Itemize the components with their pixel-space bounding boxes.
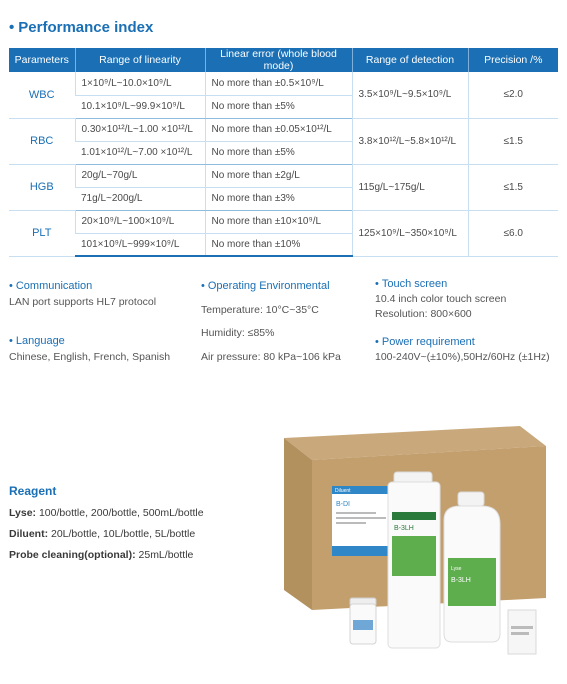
linearity-cell: 1×10⁹/L~10.0×10⁹/L: [75, 72, 205, 95]
error-cell: No more than ±5%: [205, 141, 352, 164]
reagent-lyse: Lyse: 100/bottle, 200/bottle, 500mL/bottle: [9, 507, 204, 519]
table-row: [9, 72, 558, 95]
performance-table: [9, 48, 558, 257]
touch-screen-line1: 10.4 inch color touch screen: [375, 293, 507, 305]
table-row: [9, 164, 558, 187]
error-cell: No more than ±5%: [205, 95, 352, 118]
svg-text:B-3LH: B-3LH: [451, 577, 471, 584]
linearity-cell: 10.1×10⁹/L~99.9×10⁹/L: [75, 95, 205, 118]
precision-cell: ≤6.0: [468, 210, 558, 256]
reagent-diluent: Diluent: 20L/bottle, 10L/bottle, 5L/bottle: [9, 528, 196, 540]
page-title: • Performance index: [9, 19, 154, 36]
linearity-cell: 20×10⁹/L~100×10⁹/L: [75, 210, 205, 233]
param-plt: PLT: [9, 210, 75, 256]
error-cell: No more than ±10×10⁹/L: [205, 210, 352, 233]
table-header-row: [9, 48, 558, 72]
box-label-code: B-DI: [336, 501, 350, 508]
environment-humidity: Humidity: ≤85%: [201, 327, 275, 339]
error-cell: No more than ±2g/L: [205, 164, 352, 187]
linearity-cell: 20g/L~70g/L: [75, 164, 205, 187]
header-detection: Range of detection: [352, 48, 468, 72]
table-row: [9, 118, 558, 141]
param-wbc: WBC: [9, 72, 75, 118]
linearity-cell: 71g/L~200g/L: [75, 187, 205, 210]
lyse-bottle-code: B-3LH: [394, 525, 414, 532]
detection-cell: 3.5×10⁹/L~9.5×10⁹/L: [352, 72, 468, 118]
environment-temperature: Temperature: 10°C~35°C: [201, 304, 319, 316]
header-parameters: Parameters: [9, 48, 75, 72]
precision-cell: ≤2.0: [468, 72, 558, 118]
language-title: • Language: [9, 335, 65, 347]
environment-title: • Operating Environmental: [201, 280, 330, 292]
communication-text: LAN port supports HL7 protocol: [9, 296, 157, 308]
header-linearity: Range of linearity: [75, 48, 205, 72]
linearity-cell: 101×10⁹/L~999×10⁹/L: [75, 233, 205, 256]
language-text: Chinese, English, French, Spanish: [9, 351, 171, 363]
detection-cell: 125×10⁹/L~350×10⁹/L: [352, 210, 468, 256]
reagent-title: Reagent: [9, 484, 57, 498]
linearity-cell: 0.30×10¹²/L~1.00 ×10¹²/L: [75, 118, 205, 141]
header-linear-error: Linear error (whole blood mode): [205, 48, 352, 72]
detection-cell: 115g/L~175g/L: [352, 164, 468, 210]
reagent-product-photo: [270, 420, 560, 682]
power-text: 100-240V~(±10%),50Hz/60Hz (±1Hz): [375, 351, 550, 363]
touch-screen-title: • Touch screen: [375, 278, 448, 290]
header-precision: Precision /%: [468, 48, 558, 72]
table-row: [9, 210, 558, 233]
precision-cell: ≤1.5: [468, 164, 558, 210]
precision-cell: ≤1.5: [468, 118, 558, 164]
power-title: • Power requirement: [375, 336, 475, 348]
communication-title: • Communication: [9, 280, 93, 292]
linearity-cell: 1.01×10¹²/L~7.00 ×10¹²/L: [75, 141, 205, 164]
error-cell: No more than ±0.5×10⁹/L: [205, 72, 352, 95]
param-hgb: HGB: [9, 164, 75, 210]
error-cell: No more than ±3%: [205, 187, 352, 210]
error-cell: No more than ±0.05×10¹²/L: [205, 118, 352, 141]
box-label-title: Diluent: [335, 488, 351, 494]
touch-screen-line2: Resolution: 800×600: [375, 308, 472, 320]
error-cell: No more than ±10%: [205, 233, 352, 256]
rounded-bottle-label: Lyse: [451, 566, 462, 572]
param-rbc: RBC: [9, 118, 75, 164]
detection-cell: 3.8×10¹²/L~5.8×10¹²/L: [352, 118, 468, 164]
reagent-probe-cleaning: Probe cleaning(optional): 25mL/bottle: [9, 549, 194, 561]
box-side: [284, 438, 312, 610]
environment-pressure: Air pressure: 80 kPa~106 kPa: [201, 351, 341, 363]
